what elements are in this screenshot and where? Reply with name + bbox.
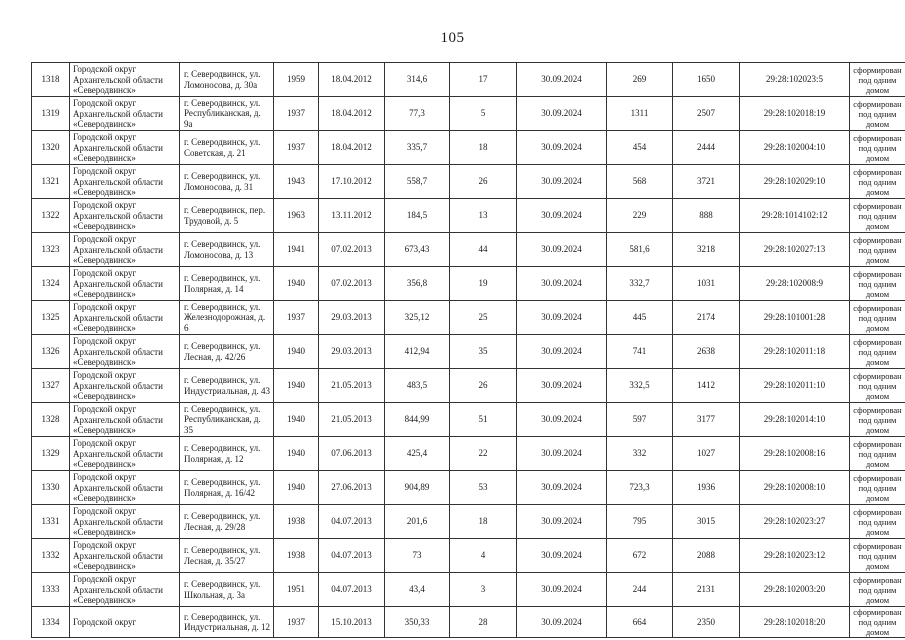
value-a-cell: 445 xyxy=(607,301,673,335)
area-cell: 43,4 xyxy=(385,573,450,607)
value-a-cell: 723,3 xyxy=(607,471,673,505)
municipality-cell: Городской округ Архангельской области «Северодвинск» xyxy=(70,199,180,233)
municipality-cell: Городской округ Архангельской области «Северодвинск» xyxy=(70,165,180,199)
municipality-cell: Городской округ Архангельской области «Северодвинск» xyxy=(70,301,180,335)
row-number-cell: 1332 xyxy=(32,539,70,573)
build-year-cell: 1940 xyxy=(274,267,319,301)
municipality-cell: Городской округ Архангельской области «Северодвинск» xyxy=(70,403,180,437)
residents-count-cell: 13 xyxy=(450,199,517,233)
area-cell: 350,33 xyxy=(385,607,450,638)
residents-count-cell: 18 xyxy=(450,131,517,165)
inclusion-date-cell: 21.05.2013 xyxy=(319,403,385,437)
inclusion-date-cell: 04.07.2013 xyxy=(319,505,385,539)
deadline-date-cell: 30.09.2024 xyxy=(517,607,607,638)
value-a-cell: 332,7 xyxy=(607,267,673,301)
cadastral-number-cell: 29:28:102014:10 xyxy=(740,403,850,437)
land-status-cell: сформирован под одним домом xyxy=(850,539,905,573)
residents-count-cell: 51 xyxy=(450,403,517,437)
value-a-cell: 672 xyxy=(607,539,673,573)
address-cell: г. Северодвинск, ул. Ломоносова, д. 30а xyxy=(180,63,274,97)
cadastral-number-cell: 29:28:102018:20 xyxy=(740,607,850,638)
address-cell: г. Северодвинск, ул. Школьная, д. 3а xyxy=(180,573,274,607)
deadline-date-cell: 30.09.2024 xyxy=(517,97,607,131)
build-year-cell: 1937 xyxy=(274,301,319,335)
area-cell: 673,43 xyxy=(385,233,450,267)
build-year-cell: 1943 xyxy=(274,165,319,199)
value-a-cell: 269 xyxy=(607,63,673,97)
municipality-cell: Городской округ Архангельской области «Северодвинск» xyxy=(70,131,180,165)
table-row xyxy=(32,437,905,471)
land-status-cell: сформирован под одним домом xyxy=(850,165,905,199)
table-row xyxy=(32,233,905,267)
value-b-cell: 3015 xyxy=(673,505,740,539)
address-cell: г. Северодвинск, ул. Ломоносова, д. 31 xyxy=(180,165,274,199)
row-number-cell: 1327 xyxy=(32,369,70,403)
value-a-cell: 332 xyxy=(607,437,673,471)
table-row xyxy=(32,165,905,199)
table-row xyxy=(32,63,905,97)
deadline-date-cell: 30.09.2024 xyxy=(517,233,607,267)
land-status-cell: сформирован под одним домом xyxy=(850,97,905,131)
deadline-date-cell: 30.09.2024 xyxy=(517,471,607,505)
table-row xyxy=(32,573,905,607)
address-cell: г. Северодвинск, ул. Лесная, д. 29/28 xyxy=(180,505,274,539)
inclusion-date-cell: 15.10.2013 xyxy=(319,607,385,638)
municipality-cell: Городской округ Архангельской области «Северодвинск» xyxy=(70,539,180,573)
cadastral-number-cell: 29:28:1014102:12 xyxy=(740,199,850,233)
area-cell: 77,3 xyxy=(385,97,450,131)
value-b-cell: 3218 xyxy=(673,233,740,267)
address-cell: г. Северодвинск, ул. Индустриальная, д. 43 xyxy=(180,369,274,403)
build-year-cell: 1937 xyxy=(274,97,319,131)
inclusion-date-cell: 18.04.2012 xyxy=(319,63,385,97)
area-cell: 356,8 xyxy=(385,267,450,301)
build-year-cell: 1937 xyxy=(274,131,319,165)
value-b-cell: 2350 xyxy=(673,607,740,638)
build-year-cell: 1940 xyxy=(274,369,319,403)
table-row xyxy=(32,505,905,539)
area-cell: 335,7 xyxy=(385,131,450,165)
residents-count-cell: 53 xyxy=(450,471,517,505)
address-cell: г. Северодвинск, ул. Советская, д. 21 xyxy=(180,131,274,165)
build-year-cell: 1940 xyxy=(274,335,319,369)
area-cell: 558,7 xyxy=(385,165,450,199)
value-b-cell: 1412 xyxy=(673,369,740,403)
row-number-cell: 1333 xyxy=(32,573,70,607)
deadline-date-cell: 30.09.2024 xyxy=(517,403,607,437)
build-year-cell: 1940 xyxy=(274,437,319,471)
land-status-cell: сформирован под одним домом xyxy=(850,335,905,369)
land-status-cell: сформирован под одним домом xyxy=(850,403,905,437)
page-number: 105 xyxy=(440,30,465,46)
deadline-date-cell: 30.09.2024 xyxy=(517,199,607,233)
deadline-date-cell: 30.09.2024 xyxy=(517,335,607,369)
value-b-cell: 2088 xyxy=(673,539,740,573)
residents-count-cell: 35 xyxy=(450,335,517,369)
inclusion-date-cell: 21.05.2013 xyxy=(319,369,385,403)
table-row xyxy=(32,335,905,369)
land-status-cell: сформирован под одним домом xyxy=(850,471,905,505)
value-a-cell: 795 xyxy=(607,505,673,539)
inclusion-date-cell: 04.07.2013 xyxy=(319,573,385,607)
table-row xyxy=(32,131,905,165)
deadline-date-cell: 30.09.2024 xyxy=(517,539,607,573)
build-year-cell: 1938 xyxy=(274,505,319,539)
cadastral-number-cell: 29:28:102008:16 xyxy=(740,437,850,471)
row-number-cell: 1334 xyxy=(32,607,70,638)
build-year-cell: 1963 xyxy=(274,199,319,233)
land-status-cell: сформирован под одним домом xyxy=(850,199,905,233)
table-row xyxy=(32,301,905,335)
table-row xyxy=(32,403,905,437)
value-b-cell: 2638 xyxy=(673,335,740,369)
build-year-cell: 1941 xyxy=(274,233,319,267)
address-cell: г. Северодвинск, ул. Железнодорожная, д. 6 xyxy=(180,301,274,335)
residents-count-cell: 26 xyxy=(450,165,517,199)
value-a-cell: 229 xyxy=(607,199,673,233)
land-status-cell: сформирован под одним домом xyxy=(850,369,905,403)
build-year-cell: 1938 xyxy=(274,539,319,573)
residents-count-cell: 22 xyxy=(450,437,517,471)
cadastral-number-cell: 29:28:102027:13 xyxy=(740,233,850,267)
land-status-cell: сформирован под одним домом xyxy=(850,573,905,607)
value-a-cell: 568 xyxy=(607,165,673,199)
deadline-date-cell: 30.09.2024 xyxy=(517,301,607,335)
deadline-date-cell: 30.09.2024 xyxy=(517,369,607,403)
value-a-cell: 244 xyxy=(607,573,673,607)
address-cell: г. Северодвинск, пер. Трудовой, д. 5 xyxy=(180,199,274,233)
land-status-cell: сформирован под одним домом xyxy=(850,437,905,471)
cadastral-number-cell: 29:28:102008:10 xyxy=(740,471,850,505)
deadline-date-cell: 30.09.2024 xyxy=(517,437,607,471)
row-number-cell: 1319 xyxy=(32,97,70,131)
inclusion-date-cell: 07.06.2013 xyxy=(319,437,385,471)
value-b-cell: 2444 xyxy=(673,131,740,165)
value-a-cell: 581,6 xyxy=(607,233,673,267)
cadastral-number-cell: 29:28:102023:12 xyxy=(740,539,850,573)
area-cell: 844,99 xyxy=(385,403,450,437)
row-number-cell: 1326 xyxy=(32,335,70,369)
area-cell: 325,12 xyxy=(385,301,450,335)
address-cell: г. Северодвинск, ул. Ломоносова, д. 13 xyxy=(180,233,274,267)
table-row xyxy=(32,607,905,638)
value-a-cell: 332,5 xyxy=(607,369,673,403)
municipality-cell: Городской округ Архангельской области «Северодвинск» xyxy=(70,233,180,267)
inclusion-date-cell: 17.10.2012 xyxy=(319,165,385,199)
inclusion-date-cell: 07.02.2013 xyxy=(319,233,385,267)
municipality-cell: Городской округ Архангельской области «Северодвинск» xyxy=(70,369,180,403)
inclusion-date-cell: 29.03.2013 xyxy=(319,301,385,335)
build-year-cell: 1940 xyxy=(274,471,319,505)
cadastral-number-cell: 29:28:102023:27 xyxy=(740,505,850,539)
inclusion-date-cell: 29.03.2013 xyxy=(319,335,385,369)
value-b-cell: 1936 xyxy=(673,471,740,505)
municipality-cell: Городской округ Архангельской области «Северодвинск» xyxy=(70,63,180,97)
address-cell: г. Северодвинск, ул. Полярная, д. 16/42 xyxy=(180,471,274,505)
value-a-cell: 664 xyxy=(607,607,673,638)
residents-count-cell: 19 xyxy=(450,267,517,301)
row-number-cell: 1330 xyxy=(32,471,70,505)
residents-count-cell: 18 xyxy=(450,505,517,539)
row-number-cell: 1320 xyxy=(32,131,70,165)
row-number-cell: 1318 xyxy=(32,63,70,97)
value-b-cell: 2174 xyxy=(673,301,740,335)
value-b-cell: 2131 xyxy=(673,573,740,607)
cadastral-number-cell: 29:28:102008:9 xyxy=(740,267,850,301)
area-cell: 184,5 xyxy=(385,199,450,233)
inclusion-date-cell: 04.07.2013 xyxy=(319,539,385,573)
row-number-cell: 1322 xyxy=(32,199,70,233)
inclusion-date-cell: 18.04.2012 xyxy=(319,131,385,165)
value-a-cell: 597 xyxy=(607,403,673,437)
land-status-cell: сформирован под одним домом xyxy=(850,63,905,97)
address-cell: г. Северодвинск, ул. Лесная, д. 35/27 xyxy=(180,539,274,573)
row-number-cell: 1331 xyxy=(32,505,70,539)
address-cell: г. Северодвинск, ул. Республиканская, д. 35 xyxy=(180,403,274,437)
address-cell: г. Северодвинск, ул. Индустриальная, д. 12 xyxy=(180,607,274,638)
land-status-cell: сформирован под одним домом xyxy=(850,233,905,267)
row-number-cell: 1323 xyxy=(32,233,70,267)
residents-count-cell: 17 xyxy=(450,63,517,97)
area-cell: 425,4 xyxy=(385,437,450,471)
residents-count-cell: 25 xyxy=(450,301,517,335)
address-cell: г. Северодвинск, ул. Республиканская, д. 9а xyxy=(180,97,274,131)
area-cell: 904,89 xyxy=(385,471,450,505)
inclusion-date-cell: 13.11.2012 xyxy=(319,199,385,233)
area-cell: 73 xyxy=(385,539,450,573)
residents-count-cell: 28 xyxy=(450,607,517,638)
area-cell: 412,94 xyxy=(385,335,450,369)
municipality-cell: Городской округ Архангельской области «Северодвинск» xyxy=(70,573,180,607)
municipality-cell: Городской округ Архангельской области «Северодвинск» xyxy=(70,335,180,369)
deadline-date-cell: 30.09.2024 xyxy=(517,573,607,607)
land-status-cell: сформирован под одним домом xyxy=(850,607,905,638)
build-year-cell: 1937 xyxy=(274,607,319,638)
value-b-cell: 3177 xyxy=(673,403,740,437)
table-row xyxy=(32,369,905,403)
cadastral-number-cell: 29:28:102029:10 xyxy=(740,165,850,199)
residents-count-cell: 26 xyxy=(450,369,517,403)
residents-count-cell: 4 xyxy=(450,539,517,573)
deadline-date-cell: 30.09.2024 xyxy=(517,505,607,539)
build-year-cell: 1951 xyxy=(274,573,319,607)
inclusion-date-cell: 07.02.2013 xyxy=(319,267,385,301)
cadastral-number-cell: 29:28:102003:20 xyxy=(740,573,850,607)
cadastral-number-cell: 29:28:102004:10 xyxy=(740,131,850,165)
row-number-cell: 1324 xyxy=(32,267,70,301)
municipality-cell: Городской округ Архангельской области «Северодвинск» xyxy=(70,437,180,471)
deadline-date-cell: 30.09.2024 xyxy=(517,267,607,301)
municipality-cell: Городской округ Архангельской области «Северодвинск» xyxy=(70,471,180,505)
value-b-cell: 3721 xyxy=(673,165,740,199)
deadline-date-cell: 30.09.2024 xyxy=(517,131,607,165)
value-b-cell: 1031 xyxy=(673,267,740,301)
cadastral-number-cell: 29:28:102023:5 xyxy=(740,63,850,97)
table-row xyxy=(32,199,905,233)
build-year-cell: 1959 xyxy=(274,63,319,97)
table-row xyxy=(32,471,905,505)
deadline-date-cell: 30.09.2024 xyxy=(517,63,607,97)
value-a-cell: 741 xyxy=(607,335,673,369)
inclusion-date-cell: 18.04.2012 xyxy=(319,97,385,131)
land-status-cell: сформирован под одним домом xyxy=(850,131,905,165)
address-cell: г. Северодвинск, ул. Полярная, д. 14 xyxy=(180,267,274,301)
municipality-cell: Городской округ Архангельской области «Северодвинск» xyxy=(70,505,180,539)
deadline-date-cell: 30.09.2024 xyxy=(517,165,607,199)
municipality-cell: Городской округ Архангельской области «Северодвинск» xyxy=(70,267,180,301)
value-b-cell: 1027 xyxy=(673,437,740,471)
cadastral-number-cell: 29:28:102018:19 xyxy=(740,97,850,131)
row-number-cell: 1321 xyxy=(32,165,70,199)
table-row xyxy=(32,267,905,301)
residents-count-cell: 3 xyxy=(450,573,517,607)
table-row xyxy=(32,97,905,131)
table-row xyxy=(32,539,905,573)
value-a-cell: 454 xyxy=(607,131,673,165)
row-number-cell: 1328 xyxy=(32,403,70,437)
residents-count-cell: 44 xyxy=(450,233,517,267)
inclusion-date-cell: 27.06.2013 xyxy=(319,471,385,505)
land-status-cell: сформирован под одним домом xyxy=(850,267,905,301)
value-b-cell: 1650 xyxy=(673,63,740,97)
area-cell: 483,5 xyxy=(385,369,450,403)
value-b-cell: 2507 xyxy=(673,97,740,131)
cadastral-number-cell: 29:28:102011:18 xyxy=(740,335,850,369)
value-a-cell: 1311 xyxy=(607,97,673,131)
land-status-cell: сформирован под одним домом xyxy=(850,301,905,335)
area-cell: 201,6 xyxy=(385,505,450,539)
cadastral-number-cell: 29:28:101001:28 xyxy=(740,301,850,335)
area-cell: 314,6 xyxy=(385,63,450,97)
row-number-cell: 1329 xyxy=(32,437,70,471)
address-cell: г. Северодвинск, ул. Полярная, д. 12 xyxy=(180,437,274,471)
row-number-cell: 1325 xyxy=(32,301,70,335)
municipality-cell: Городской округ xyxy=(70,607,180,638)
residents-count-cell: 5 xyxy=(450,97,517,131)
land-status-cell: сформирован под одним домом xyxy=(850,505,905,539)
cadastral-number-cell: 29:28:102011:10 xyxy=(740,369,850,403)
value-b-cell: 888 xyxy=(673,199,740,233)
municipality-cell: Городской округ Архангельской области «Северодвинск» xyxy=(70,97,180,131)
housing-registry-table xyxy=(31,62,905,638)
table-body xyxy=(32,63,905,638)
build-year-cell: 1940 xyxy=(274,403,319,437)
address-cell: г. Северодвинск, ул. Лесная, д. 42/26 xyxy=(180,335,274,369)
